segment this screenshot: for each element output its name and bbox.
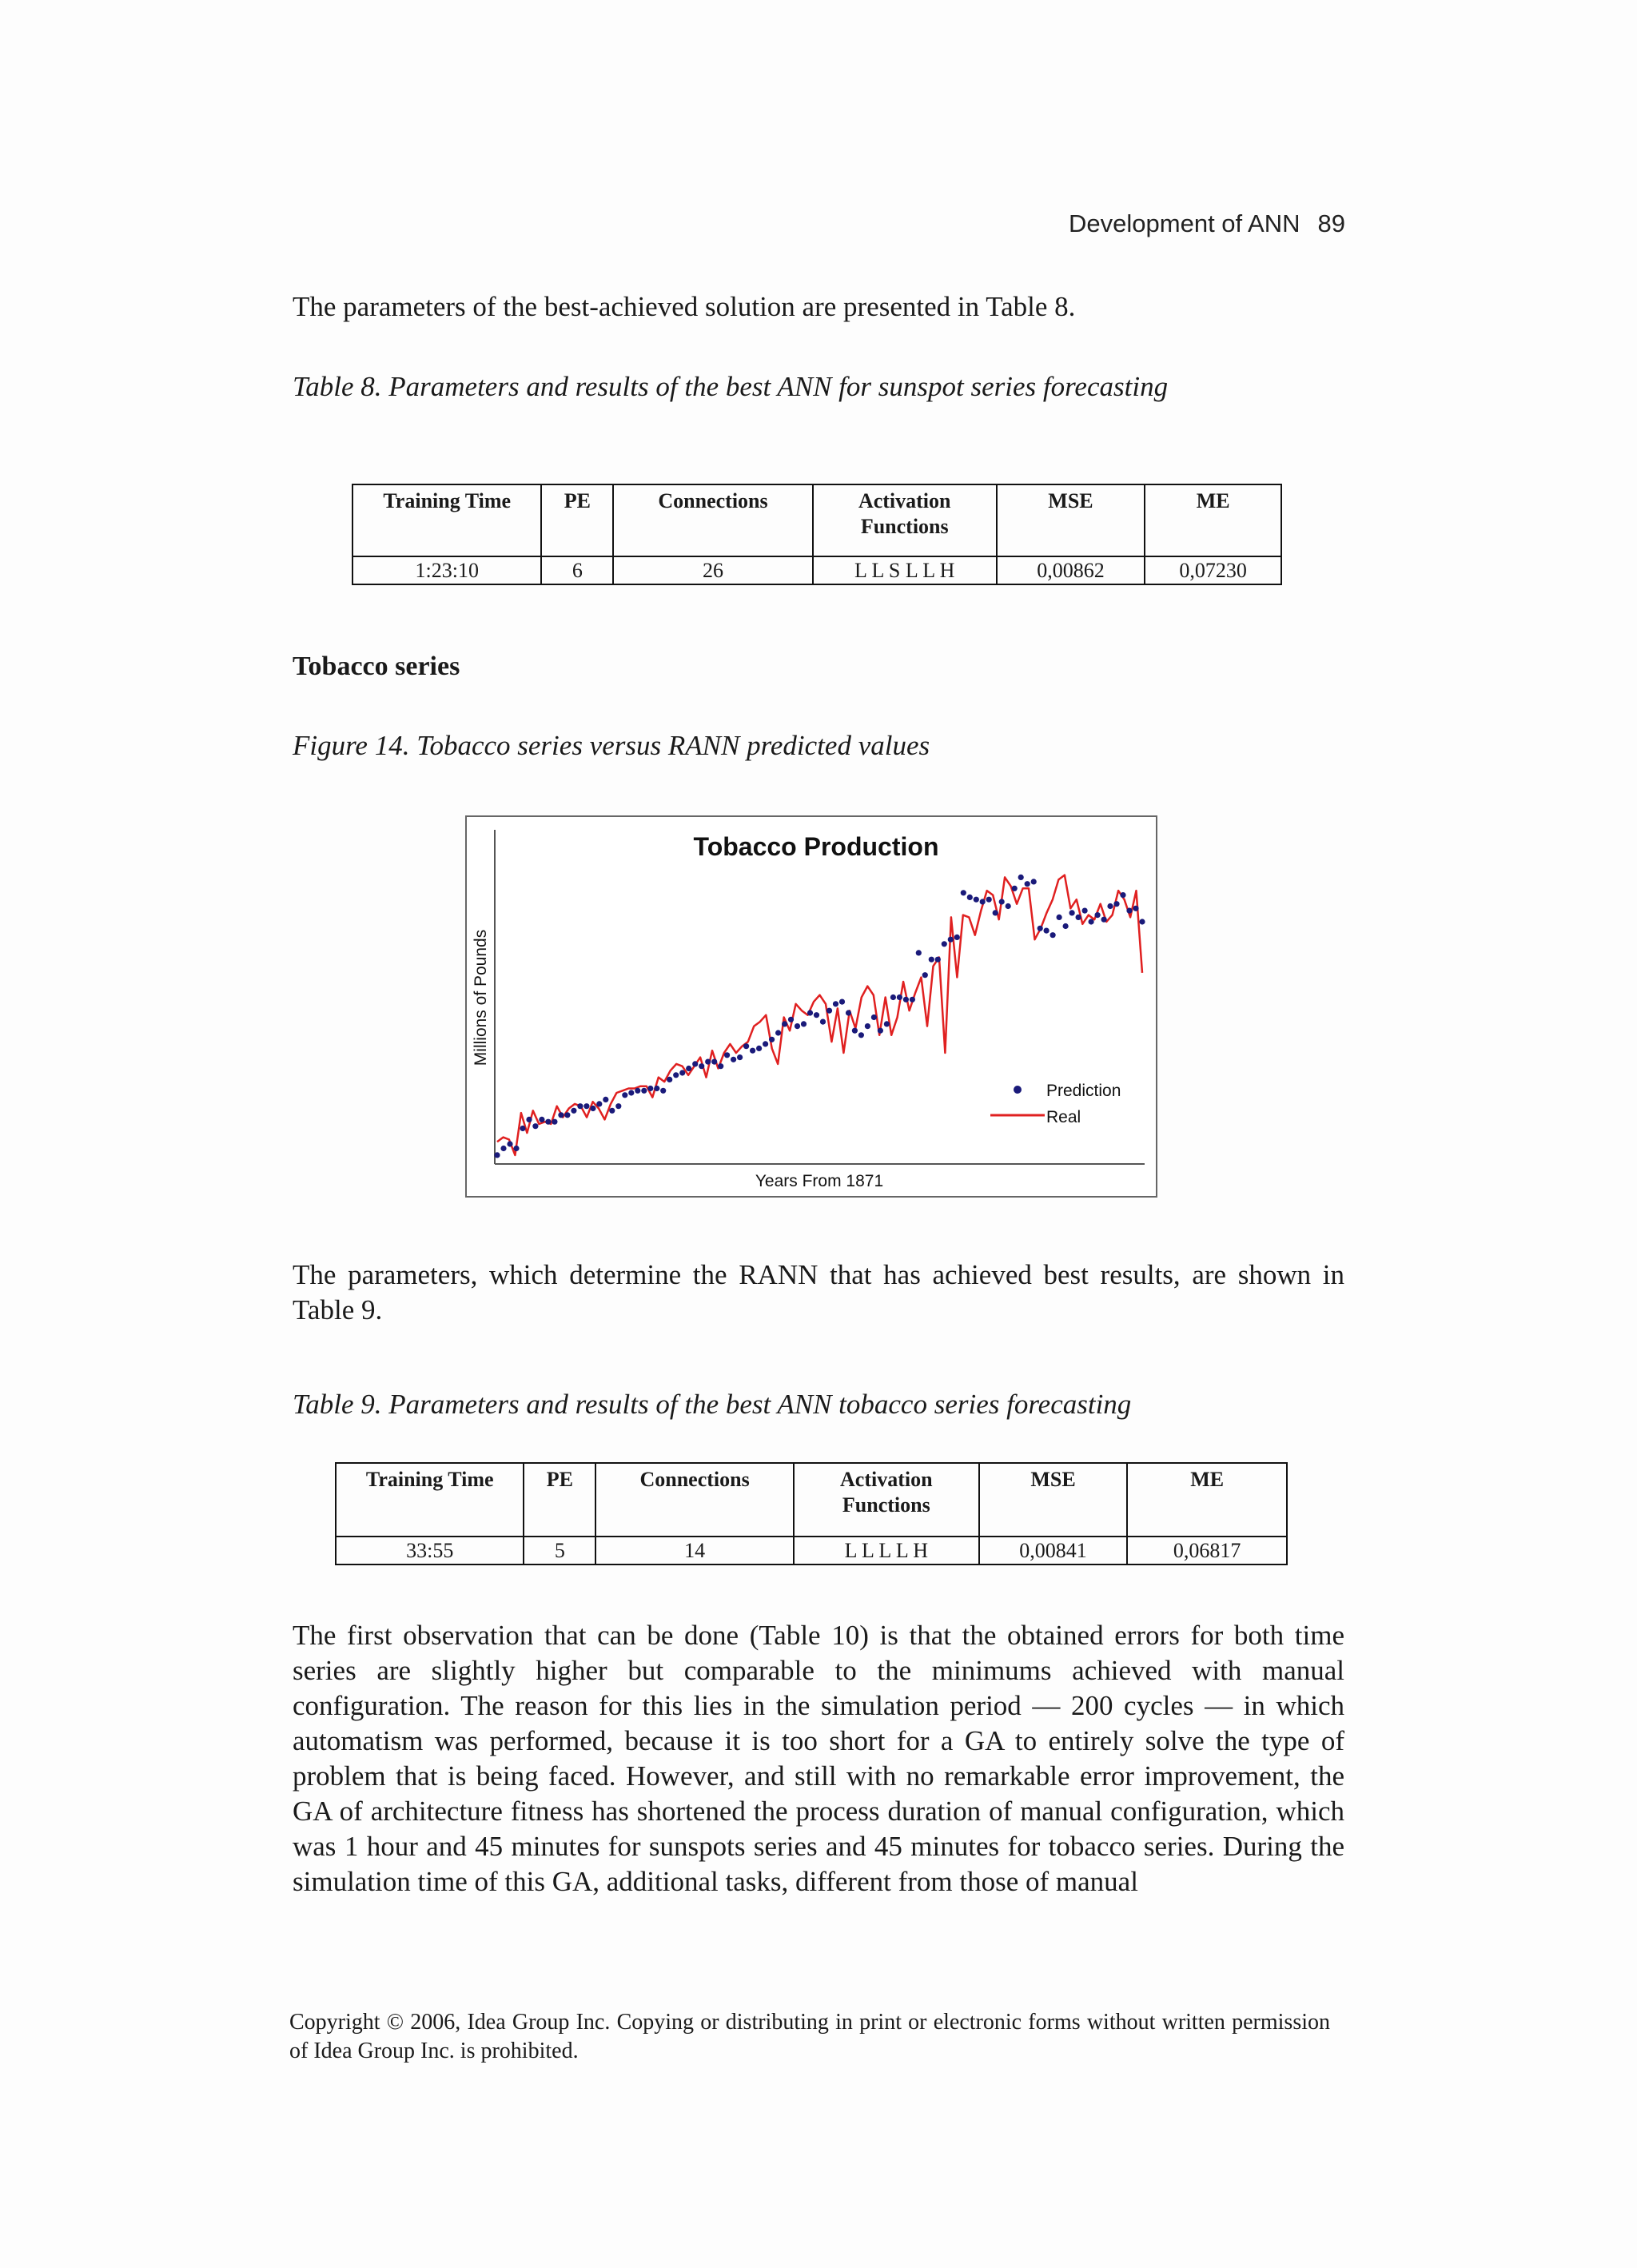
- prediction-point: [577, 1103, 583, 1109]
- real-series: [497, 875, 1142, 1155]
- prediction-point: [769, 1037, 775, 1042]
- header-cell: Connections: [595, 1463, 794, 1537]
- prediction-point: [1069, 910, 1075, 915]
- prediction-point: [954, 935, 960, 940]
- prediction-point: [846, 1010, 851, 1015]
- prediction-point: [711, 1059, 717, 1065]
- prediction-point: [1044, 928, 1050, 934]
- prediction-point: [724, 1052, 730, 1058]
- prediction-point: [1012, 886, 1018, 891]
- prediction-point: [833, 1001, 838, 1006]
- chart-canvas: [467, 817, 1156, 1196]
- running-head: [1069, 209, 1345, 238]
- prediction-point: [948, 937, 954, 943]
- header-cell: Training Time: [336, 1463, 524, 1537]
- prediction-point: [1050, 932, 1056, 938]
- prediction-point: [743, 1043, 749, 1049]
- prediction-point: [641, 1088, 647, 1094]
- prediction-point: [903, 997, 909, 1002]
- header-cell: Connections: [613, 484, 813, 556]
- table-cell: 5: [524, 1537, 595, 1564]
- prediction-point: [609, 1108, 615, 1114]
- prediction-point: [839, 999, 845, 1005]
- prediction-point: [750, 1048, 755, 1054]
- prediction-point: [929, 957, 934, 963]
- prediction-point: [500, 1146, 506, 1151]
- prediction-point: [654, 1086, 659, 1091]
- prediction-point: [756, 1046, 762, 1051]
- prediction-point: [865, 1023, 870, 1029]
- prediction-point: [552, 1119, 557, 1125]
- prediction-point: [584, 1103, 589, 1109]
- table-row: [352, 556, 1281, 584]
- header-cell: PE: [541, 484, 613, 556]
- prediction-point: [993, 910, 998, 915]
- after-figure-paragraph: The parameters, which determine the RANN that has achieved best results, are shown in Table 9.: [293, 1259, 1344, 1325]
- table-cell: 0,00862: [997, 556, 1145, 584]
- header-cell: Activation Functions: [794, 1463, 979, 1537]
- prediction-point: [590, 1106, 595, 1111]
- discussion-paragraph: The first observation that can be done (Table 10) is that the obtained errors for both time series are slightly higher but comparable to the minimums achieved with manual configuration. The reason for this lies in the simulation period — 200 cycles — in which automatism was performed, because it is too short for a GA to entirely solve the type of problem that is being faced. However, and still with no remarkable error improvement, the GA of architecture fitness has shortened the process duration of manual configuration, which was 1 hour and 45 minutes for sunspots series and 45 minutes for tobacco series. During the simulation time of this GA, additional tasks, different from those of manual: [293, 1620, 1344, 1897]
- prediction-point: [980, 899, 986, 904]
- prediction-point: [1006, 903, 1011, 909]
- prediction-point: [571, 1108, 576, 1114]
- table-cell: 6: [541, 556, 613, 584]
- prediction-point: [603, 1097, 608, 1102]
- header-cell: Training Time: [352, 484, 541, 556]
- header-cell: MSE: [979, 1463, 1128, 1537]
- header-cell: PE: [524, 1463, 595, 1537]
- table-cell: 33:55: [336, 1537, 524, 1564]
- chart-legend: [990, 1082, 1121, 1126]
- prediction-point: [826, 1008, 832, 1014]
- prediction-point: [897, 994, 902, 1000]
- prediction-point: [814, 1012, 819, 1018]
- table-cell: L L L L H: [794, 1537, 979, 1564]
- prediction-point: [667, 1077, 672, 1082]
- table8: [352, 484, 1282, 585]
- header-cell: ME: [1145, 484, 1281, 556]
- prediction-point: [507, 1141, 512, 1146]
- prediction-point: [1139, 919, 1145, 924]
- prediction-point: [1113, 901, 1119, 907]
- prediction-point: [795, 1023, 800, 1029]
- prediction-point: [942, 941, 947, 947]
- prediction-point: [922, 972, 928, 978]
- prediction-point: [967, 895, 973, 900]
- prediction-point: [635, 1088, 640, 1094]
- running-title: Development of ANN: [1069, 209, 1300, 237]
- prediction-point: [1038, 926, 1043, 931]
- prediction-point: [961, 890, 966, 895]
- prediction-point: [673, 1072, 679, 1078]
- prediction-point: [660, 1088, 666, 1094]
- prediction-point: [545, 1119, 551, 1125]
- legend-prediction-marker: [1014, 1086, 1022, 1094]
- table-cell: 0,06817: [1127, 1537, 1287, 1564]
- legend-prediction-label: Prediction: [1046, 1082, 1121, 1100]
- chart-title: Tobacco Production: [693, 832, 939, 861]
- prediction-point: [1101, 917, 1107, 923]
- tobacco-chart: [465, 815, 1157, 1198]
- prediction-point: [731, 1057, 736, 1062]
- table-header-row: [352, 484, 1281, 556]
- prediction-point: [935, 957, 941, 963]
- prediction-point: [1089, 919, 1094, 924]
- table8-caption: Table 8. Parameters and results of the best ANN for sunspot series forecasting: [293, 371, 1169, 402]
- prediction-point: [884, 1021, 890, 1026]
- prediction-point: [1126, 908, 1132, 914]
- prediction-point: [686, 1066, 691, 1071]
- prediction-point: [628, 1090, 634, 1095]
- table-cell: 0,00841: [979, 1537, 1128, 1564]
- prediction-point: [986, 897, 992, 903]
- prediction-point: [596, 1101, 602, 1106]
- y-axis-label: Millions of Pounds: [472, 929, 490, 1066]
- prediction-point: [1133, 906, 1138, 911]
- table-cell: L L S L L H: [813, 556, 997, 584]
- section-heading: Tobacco series: [293, 652, 460, 681]
- prediction-point: [615, 1103, 621, 1109]
- prediction-point: [679, 1070, 685, 1075]
- prediction-point: [858, 1032, 864, 1038]
- prediction-point: [820, 1019, 826, 1025]
- prediction-point: [852, 1028, 858, 1034]
- prediction-point: [763, 1041, 768, 1046]
- table-header-row: [336, 1463, 1287, 1537]
- prediction-point: [807, 1010, 813, 1015]
- prediction-point: [788, 1017, 794, 1022]
- prediction-point: [1120, 892, 1125, 898]
- prediction-point: [910, 997, 915, 1002]
- prediction-point: [539, 1117, 544, 1122]
- prediction-point: [1107, 903, 1113, 909]
- prediction-point: [1057, 915, 1062, 920]
- prediction-point: [1095, 912, 1101, 918]
- header-cell: MSE: [997, 484, 1145, 556]
- prediction-point: [705, 1059, 711, 1065]
- prediction-point: [916, 950, 922, 955]
- prediction-point: [890, 994, 896, 1000]
- prediction-point: [1031, 879, 1037, 884]
- intro-paragraph: The parameters of the best-achieved solution are presented in Table 8.: [293, 291, 1076, 322]
- prediction-point: [801, 1021, 807, 1026]
- copyright-footer: Copyright © 2006, Idea Group Inc. Copying or distributing in print or electronic forms without written permission of Idea Group Inc. is prohibited.: [289, 2010, 1330, 2063]
- prediction-point: [520, 1126, 525, 1131]
- real-series-line: [497, 875, 1142, 1155]
- header-cell: ME: [1127, 1463, 1287, 1537]
- prediction-point: [878, 1028, 883, 1034]
- prediction-point: [718, 1063, 723, 1069]
- prediction-point: [647, 1086, 653, 1091]
- prediction-point: [622, 1092, 627, 1098]
- prediction-point: [1025, 881, 1030, 887]
- table-cell: 0,07230: [1145, 556, 1281, 584]
- prediction-point: [871, 1014, 877, 1020]
- prediction-point: [494, 1152, 500, 1158]
- page-number: 89: [1317, 209, 1345, 237]
- prediction-point: [782, 1021, 787, 1026]
- table9-caption: Table 9. Parameters and results of the best ANN tobacco series forecasting: [293, 1389, 1132, 1420]
- prediction-point: [999, 899, 1005, 904]
- prediction-point: [737, 1054, 743, 1060]
- prediction-point: [974, 897, 979, 903]
- table-cell: 1:23:10: [352, 556, 541, 584]
- figure-caption: Figure 14. Tobacco series versus RANN predicted values: [293, 730, 930, 761]
- prediction-point: [1018, 875, 1024, 880]
- table-row: [336, 1537, 1287, 1564]
- prediction-point: [532, 1123, 538, 1129]
- prediction-point: [564, 1112, 570, 1118]
- header-cell: Activation Functions: [813, 484, 997, 556]
- prediction-point: [526, 1117, 532, 1122]
- prediction-point: [699, 1063, 704, 1069]
- x-axis-label: Years From 1871: [755, 1172, 884, 1190]
- prediction-point: [558, 1112, 564, 1118]
- table9: [335, 1462, 1288, 1565]
- table-cell: 14: [595, 1537, 794, 1564]
- prediction-point: [1063, 923, 1069, 929]
- prediction-point: [1076, 915, 1081, 920]
- prediction-point: [1082, 908, 1088, 914]
- table-cell: 26: [613, 556, 813, 584]
- legend-real-label: Real: [1046, 1108, 1081, 1126]
- prediction-point: [775, 1030, 781, 1035]
- prediction-point: [513, 1146, 519, 1151]
- prediction-point: [692, 1061, 698, 1066]
